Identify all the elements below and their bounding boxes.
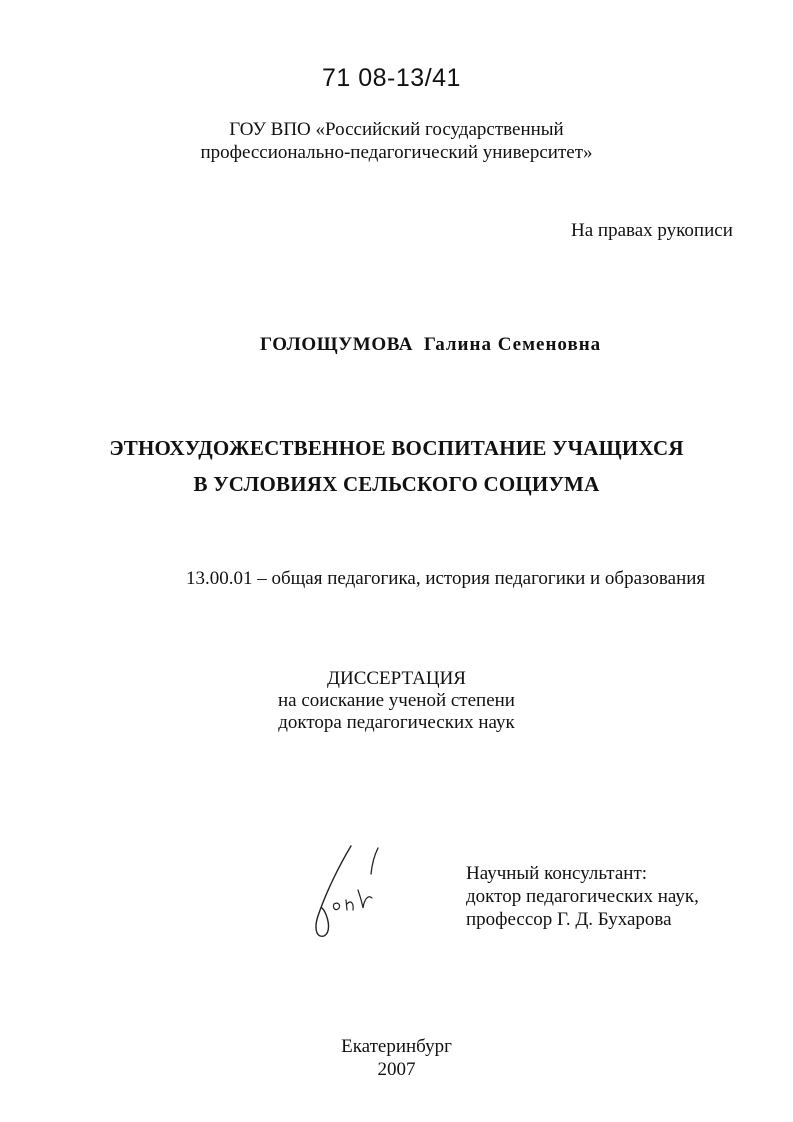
document-code: 71 08-13/41 — [322, 64, 461, 92]
title-line-1: ЭТНОХУДОЖЕСТВЕННОЕ ВОСПИТАНИЕ УЧАЩИХСЯ — [109, 436, 684, 460]
institution-block — [0, 118, 793, 164]
author-surname: ГОЛОЩУМОВА — [260, 334, 414, 355]
consultant-name: профессор Г. Д. Бухарова — [466, 909, 672, 930]
consultant-block — [466, 862, 699, 931]
dissertation-type-block — [0, 668, 793, 734]
institution-line-2: профессионально-педагогический университет» — [200, 142, 593, 163]
institution-line-1: ГОУ ВПО «Российский государственный — [229, 119, 564, 140]
imprint-block — [0, 1035, 793, 1081]
imprint-city: Екатеринбург — [341, 1036, 452, 1057]
manuscript-note: На правах рукописи — [571, 220, 733, 241]
consultant-label: Научный консультант: — [466, 863, 648, 884]
consultant-degree: доктор педагогических наук, — [466, 886, 699, 907]
author-name — [260, 334, 601, 356]
dissertation-field-line: доктора педагогических наук — [278, 712, 515, 733]
specialty-code: 13.00.01 – общая педагогика, история педагогики и образования — [186, 568, 706, 589]
dissertation-heading: ДИССЕРТАЦИЯ — [327, 668, 466, 689]
title-line-2: В УСЛОВИЯХ СЕЛЬСКОГО СОЦИУМА — [193, 472, 600, 496]
handwritten-signature — [306, 842, 386, 942]
author-given-names: Галина Семеновна — [423, 334, 602, 355]
imprint-year: 2007 — [377, 1059, 416, 1080]
dissertation-title — [0, 430, 793, 502]
dissertation-degree-line: на соискание ученой степени — [278, 690, 515, 711]
